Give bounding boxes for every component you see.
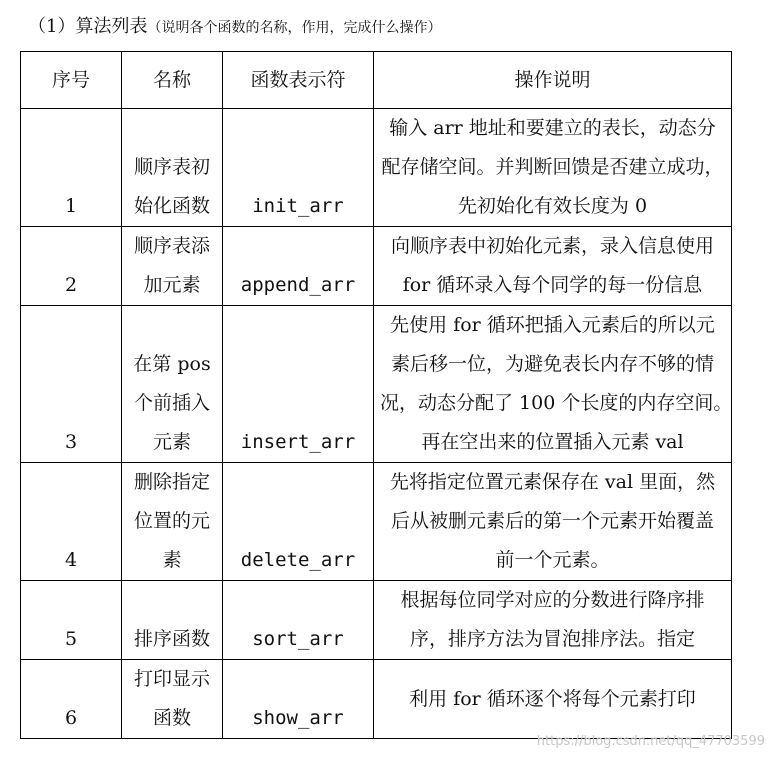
row-name-line: 函数 [152, 707, 191, 729]
section-subtitle: （说明各个函数的名称，作用，完成什么操作） [147, 20, 442, 36]
row-description-line: 况，动态分配了 100 个长度的内存空间。 [380, 392, 733, 414]
row-symbol: sort_arr [223, 581, 374, 660]
table-row [21, 109, 732, 227]
row-description-line: 前一个元素。 [495, 549, 610, 571]
row-description-line: 素后移一位，为避免表长内存不够的情 [390, 353, 714, 375]
row-description-line: 再在空出来的位置插入元素 val [421, 431, 684, 453]
row-name-line: 个前插入 [133, 392, 210, 414]
row-symbol: init_arr [223, 109, 374, 227]
row-description [374, 581, 732, 660]
row-description-line: 根据每位同学对应的分数进行降序排 [400, 589, 705, 611]
section-heading [28, 12, 441, 38]
row-description-line: 利用 for 循环逐个将每个元素打印 [409, 687, 696, 710]
row-symbol: show_arr [223, 660, 374, 739]
row-name-line: 在第 pos [133, 353, 211, 375]
table-row [21, 581, 732, 660]
row-index: 1 [21, 109, 122, 227]
row-name-line: 加元素 [143, 274, 201, 296]
section-title: （1）算法列表 [28, 16, 148, 37]
table-row [21, 306, 732, 463]
row-index: 2 [21, 227, 122, 306]
row-name [122, 227, 223, 306]
row-description [374, 306, 732, 463]
row-description-line: 后从被删元素后的第一个元素开始覆盖 [390, 510, 714, 532]
table-row [21, 463, 732, 581]
row-description [374, 109, 732, 227]
table-row [21, 227, 732, 306]
row-name-line: 删除指定 [133, 471, 210, 493]
row-name-line: 打印显示 [133, 668, 210, 690]
row-description-line: 先将指定位置元素保存在 val 里面，然 [389, 471, 716, 493]
row-description-line: 先初始化有效长度为 0 [457, 195, 648, 217]
algorithm-table [20, 51, 732, 739]
row-description [374, 660, 732, 739]
header-symbol: 函数表示符 [223, 52, 374, 109]
row-name-line: 顺序表初 [133, 156, 210, 178]
row-name [122, 660, 223, 739]
row-description-line: 先使用 for 循环把插入元素后的所以元 [390, 314, 715, 336]
row-description [374, 463, 732, 581]
row-description-line: 向顺序表中初始化元素，录入信息使用 [390, 235, 714, 257]
row-symbol: append_arr [223, 227, 374, 306]
row-index: 4 [21, 463, 122, 581]
row-name [122, 581, 223, 660]
row-name-line: 位置的元 [133, 510, 210, 532]
row-name-line: 顺序表添 [133, 235, 210, 257]
header-description: 操作说明 [374, 52, 732, 109]
row-name-line: 元素 [152, 431, 191, 453]
row-name-line: 始化函数 [133, 195, 210, 217]
row-description [374, 227, 732, 306]
row-symbol: insert_arr [223, 306, 374, 463]
row-name [122, 306, 223, 463]
row-index: 5 [21, 581, 122, 660]
row-name-line: 排序函数 [133, 628, 210, 650]
row-index: 3 [21, 306, 122, 463]
row-description-line: 序，排序方法为冒泡排序法。指定 [409, 628, 695, 650]
row-description-line: 输入 arr 地址和要建立的表长，动态分 [389, 117, 716, 139]
watermark: https://blog.csdn.net/qq_47703599 [536, 734, 765, 749]
table-row [21, 660, 732, 739]
row-name [122, 463, 223, 581]
header-name: 名称 [122, 52, 223, 109]
header-index: 序号 [21, 52, 122, 109]
row-name [122, 109, 223, 227]
row-name-line: 素 [162, 549, 182, 571]
row-description-line: 配存储空间。并判断回馈是否建立成功， [381, 156, 724, 178]
row-description-line: for 循环录入每个同学的每一份信息 [402, 274, 703, 296]
row-index: 6 [21, 660, 122, 739]
table-header-row [21, 52, 732, 109]
row-symbol: delete_arr [223, 463, 374, 581]
